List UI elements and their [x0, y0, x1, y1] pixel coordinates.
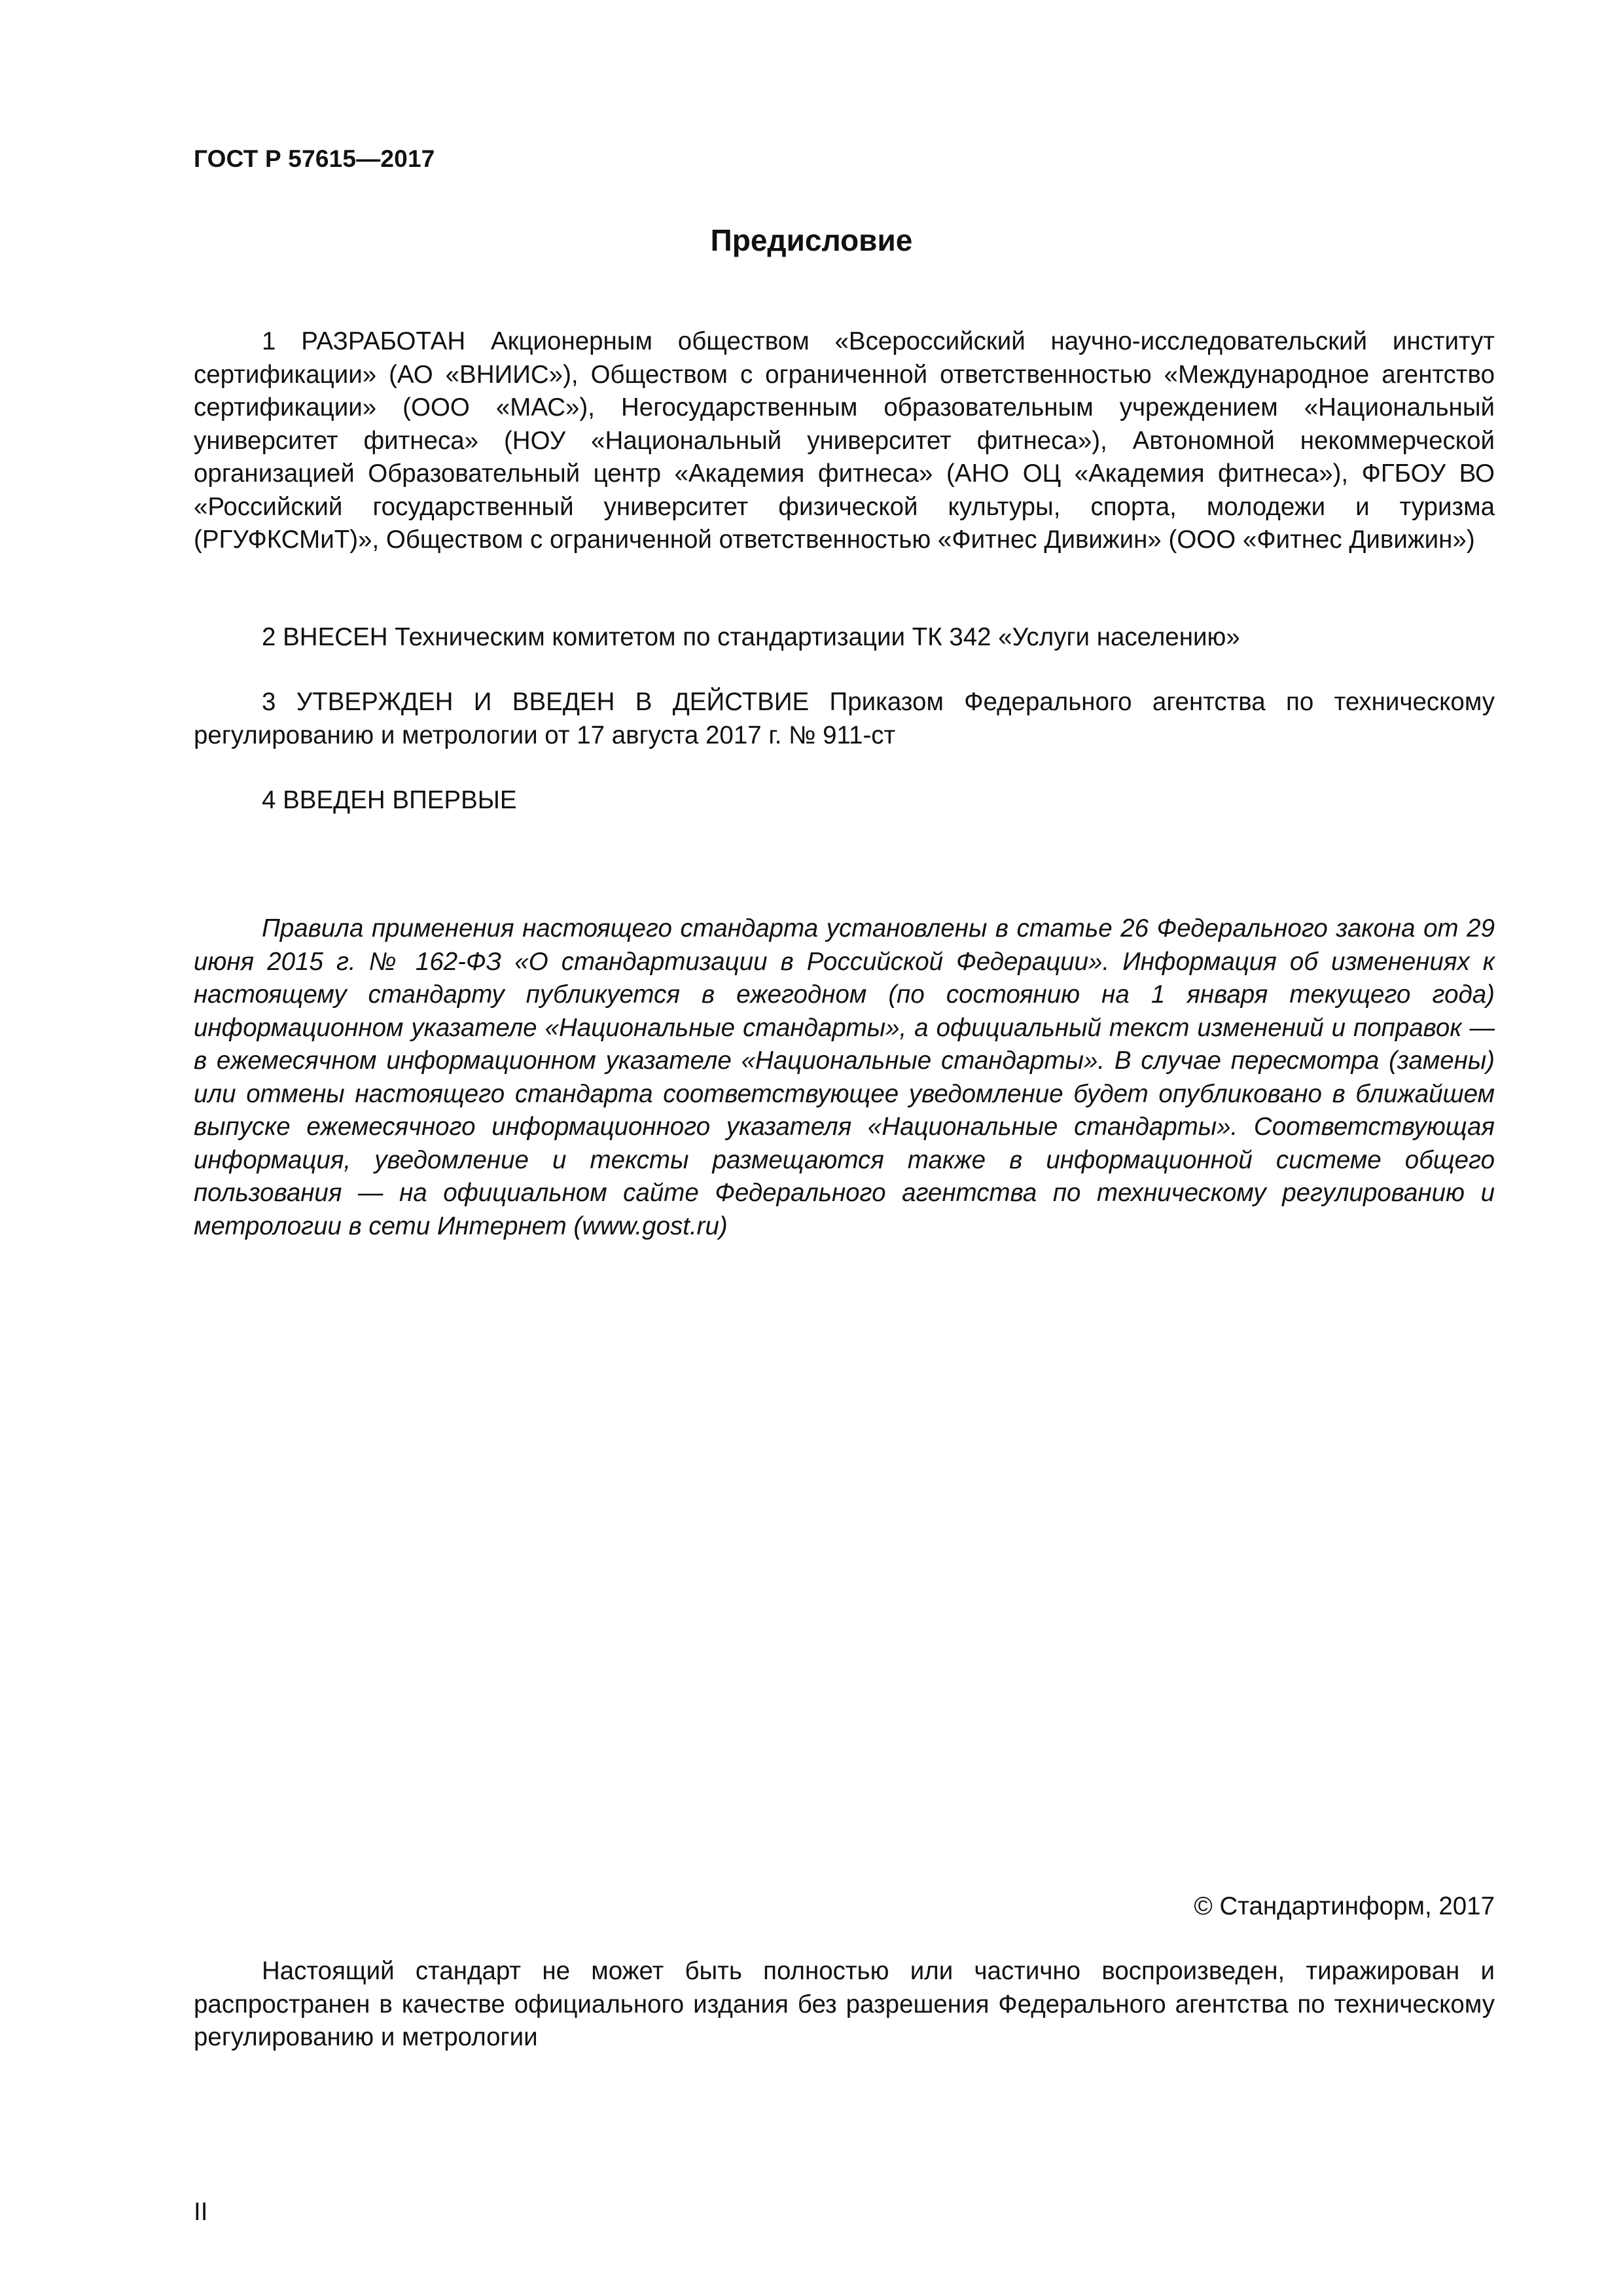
application-rules-notice: Правила применения настоящего стандарта установлены в статье 26 Федерального закона от 29 июня 2015 г. № 162-ФЗ «О стандартизации в Российской Федерации». Информация об изменениях к настоящему стандарту публикуется в ежегодном (по состоянию на 1 января текущего года) информационном указателе «Национальные стандарты», а официальный текст изменений и поправок — в ежемесячном информационном указателе «Национальные стандарты». В случае пересмотра (замены) или отмены настоящего стандарта соответствующее уведомление будет опубликовано в ближайшем выпуске ежемесячного информационного указателя «Национальные стандарты». Соответствующая информация, уведомление и тексты размещаются также в информационной системе общего пользования — на официальном сайте Федерального агентства по техническому регулированию и метрологии в сети Интернет (www.gost.ru) — [194, 914, 1495, 1240]
section-title: Предисловие — [710, 223, 913, 257]
reproduction-block — [194, 1955, 1495, 2054]
page-number: II — [194, 2198, 208, 2226]
copyright-line: © Стандартинформ, 2017 — [1194, 1892, 1495, 1920]
document-code: ГОСТ Р 57615—2017 — [194, 145, 435, 172]
item-4-block — [194, 784, 1495, 817]
notice-block — [194, 912, 1495, 1243]
item-2-block — [194, 621, 1495, 655]
item-1-block — [194, 325, 1495, 557]
preface-item-2: 2 ВНЕСЕН Техническим комитетом по стандартизации ТК 342 «Услуги населению» — [262, 623, 1240, 651]
item-3-block — [194, 686, 1495, 752]
preface-item-3: 3 УТВЕРЖДЕН И ВВЕДЕН В ДЕЙСТВИЕ Приказом Федерального агентства по техническому регулированию и метрологии от 17 августа 2017 г. № 911-ст — [194, 688, 1495, 749]
preface-item-4: 4 ВВЕДЕН ВПЕРВЫЕ — [262, 786, 517, 814]
reproduction-notice: Настоящий стандарт не может быть полностью или частично воспроизведен, тиражирован и распространен в качестве официального издания без разрешения Федерального агентства по техническому регулированию и метрологии — [194, 1957, 1495, 2051]
preface-item-1: 1 РАЗРАБОТАН Акционерным обществом «Всероссийский научно-исследовательский институт сертификации» (АО «ВНИИС»), Обществом с ограниченной ответственностью «Международное агентство сертификации» (ООО «МАС»), Негосударственным образовательным учреждением «Национальный университет фитнеса» (НОУ «Национальный университет фитнеса»), Автономной некоммерческой организацией Образовательный центр «Академия фитнеса» (АНО ОЦ «Академия фитнеса»), ФГБОУ ВО «Российский государственный университет физической культуры, спорта, молодежи и туризма (РГУФКСМиТ)», Обществом с ограниченной ответственностью «Фитнес Дивижин» (ООО «Фитнес Дивижин») — [194, 327, 1495, 554]
